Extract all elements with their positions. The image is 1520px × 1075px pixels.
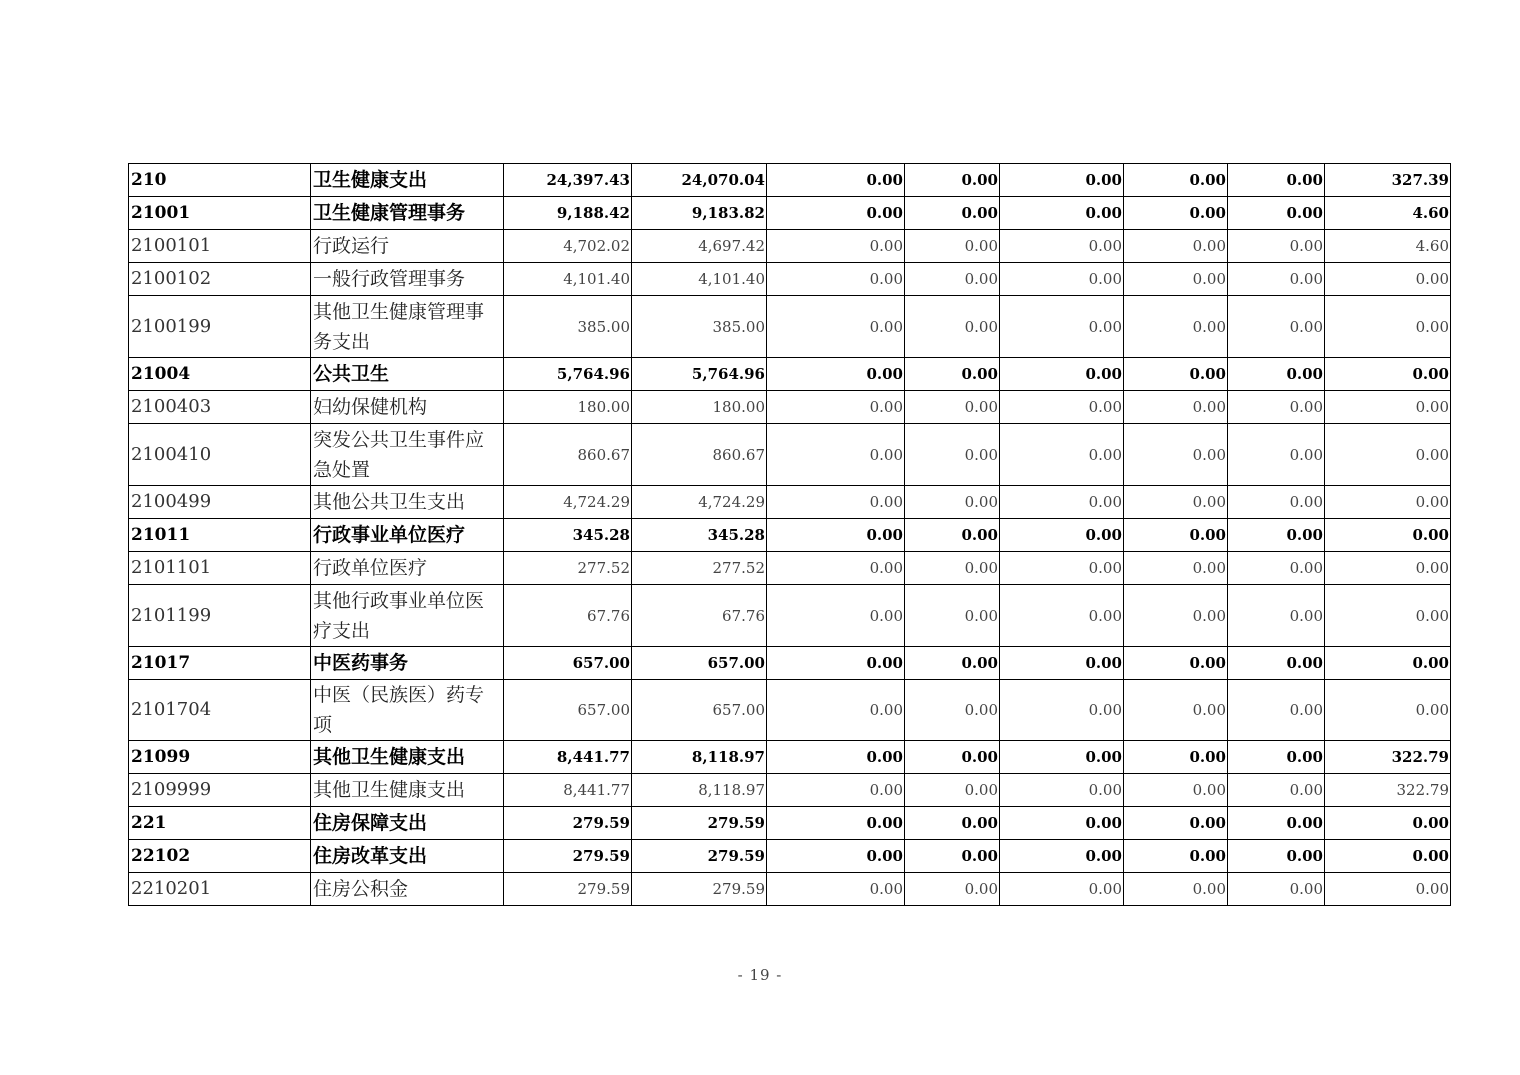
- subject-code-cell: 21017: [129, 647, 311, 680]
- amount-cell: 0.00: [1000, 197, 1124, 230]
- amount-cell: 0.00: [1000, 552, 1124, 585]
- amount-cell: 0.00: [905, 585, 1000, 647]
- amount-cell: 0.00: [1325, 358, 1451, 391]
- amount-cell: 0.00: [1124, 296, 1228, 358]
- amount-cell: 0.00: [767, 741, 905, 774]
- amount-cell: 279.59: [632, 840, 767, 873]
- amount-cell: 0.00: [767, 873, 905, 906]
- amount-cell: 657.00: [504, 680, 632, 741]
- amount-cell: 0.00: [1325, 807, 1451, 840]
- amount-cell: 0.00: [1228, 391, 1325, 424]
- subject-name-cell: 中医（民族医）药专项: [311, 680, 504, 741]
- amount-cell: 0.00: [1228, 741, 1325, 774]
- subject-code-cell: 2100101: [129, 230, 311, 263]
- amount-cell: 860.67: [504, 424, 632, 486]
- amount-cell: 0.00: [1124, 164, 1228, 197]
- amount-cell: 0.00: [1124, 230, 1228, 263]
- subject-code-cell: 221: [129, 807, 311, 840]
- amount-cell: 0.00: [767, 807, 905, 840]
- amount-cell: 0.00: [1000, 391, 1124, 424]
- amount-cell: 0.00: [767, 296, 905, 358]
- subject-code-cell: 2100403: [129, 391, 311, 424]
- amount-cell: 0.00: [1000, 230, 1124, 263]
- subject-code-cell: 2100499: [129, 486, 311, 519]
- table-summary-row: [129, 519, 1451, 552]
- amount-cell: 9,188.42: [504, 197, 632, 230]
- amount-cell: 0.00: [1228, 263, 1325, 296]
- amount-cell: 279.59: [504, 807, 632, 840]
- subject-name-cell: 突发公共卫生事件应急处置: [311, 424, 504, 486]
- amount-cell: 5,764.96: [504, 358, 632, 391]
- amount-cell: 0.00: [1325, 296, 1451, 358]
- amount-cell: 4.60: [1325, 230, 1451, 263]
- amount-cell: 322.79: [1325, 741, 1451, 774]
- amount-cell: 0.00: [767, 552, 905, 585]
- amount-cell: 0.00: [1124, 424, 1228, 486]
- amount-cell: 0.00: [1000, 164, 1124, 197]
- amount-cell: 0.00: [905, 358, 1000, 391]
- amount-cell: 385.00: [504, 296, 632, 358]
- amount-cell: 5,764.96: [632, 358, 767, 391]
- amount-cell: 0.00: [767, 680, 905, 741]
- amount-cell: 0.00: [905, 164, 1000, 197]
- subject-code-cell: 2100199: [129, 296, 311, 358]
- amount-cell: 0.00: [905, 774, 1000, 807]
- table-row: [129, 774, 1451, 807]
- amount-cell: 8,118.97: [632, 741, 767, 774]
- amount-cell: 345.28: [632, 519, 767, 552]
- amount-cell: 0.00: [1000, 486, 1124, 519]
- amount-cell: 4.60: [1325, 197, 1451, 230]
- amount-cell: 0.00: [1124, 741, 1228, 774]
- amount-cell: 0.00: [905, 486, 1000, 519]
- amount-cell: 4,697.42: [632, 230, 767, 263]
- amount-cell: 0.00: [905, 197, 1000, 230]
- subject-name-cell: 其他卫生健康管理事务支出: [311, 296, 504, 358]
- amount-cell: 67.76: [504, 585, 632, 647]
- table-row: [129, 230, 1451, 263]
- amount-cell: 0.00: [1228, 585, 1325, 647]
- amount-cell: 0.00: [1228, 774, 1325, 807]
- amount-cell: 4,724.29: [504, 486, 632, 519]
- subject-name-cell: 卫生健康支出: [311, 164, 504, 197]
- amount-cell: 0.00: [1325, 391, 1451, 424]
- amount-cell: 322.79: [1325, 774, 1451, 807]
- table-row: [129, 552, 1451, 585]
- amount-cell: 0.00: [1000, 741, 1124, 774]
- table-row: [129, 391, 1451, 424]
- amount-cell: 0.00: [1124, 197, 1228, 230]
- subject-name-cell: 其他行政事业单位医疗支出: [311, 585, 504, 647]
- amount-cell: 8,441.77: [504, 741, 632, 774]
- subject-code-cell: 2109999: [129, 774, 311, 807]
- amount-cell: 279.59: [504, 840, 632, 873]
- table-summary-row: [129, 197, 1451, 230]
- amount-cell: 0.00: [767, 424, 905, 486]
- amount-cell: 0.00: [1124, 774, 1228, 807]
- amount-cell: 0.00: [767, 263, 905, 296]
- amount-cell: 657.00: [632, 647, 767, 680]
- amount-cell: 0.00: [1124, 391, 1228, 424]
- amount-cell: 0.00: [905, 741, 1000, 774]
- amount-cell: 0.00: [905, 647, 1000, 680]
- amount-cell: 0.00: [1325, 263, 1451, 296]
- amount-cell: 0.00: [905, 680, 1000, 741]
- amount-cell: 0.00: [767, 647, 905, 680]
- amount-cell: 0.00: [767, 358, 905, 391]
- amount-cell: 0.00: [1228, 197, 1325, 230]
- amount-cell: 4,101.40: [632, 263, 767, 296]
- table-row: [129, 486, 1451, 519]
- amount-cell: 277.52: [504, 552, 632, 585]
- subject-code-cell: 21004: [129, 358, 311, 391]
- amount-cell: 0.00: [1000, 873, 1124, 906]
- amount-cell: 9,183.82: [632, 197, 767, 230]
- subject-name-cell: 中医药事务: [311, 647, 504, 680]
- amount-cell: 0.00: [1124, 680, 1228, 741]
- subject-code-cell: 2210201: [129, 873, 311, 906]
- amount-cell: 0.00: [905, 519, 1000, 552]
- amount-cell: 0.00: [1228, 358, 1325, 391]
- subject-code-cell: 2101199: [129, 585, 311, 647]
- amount-cell: 0.00: [1228, 424, 1325, 486]
- amount-cell: 0.00: [1228, 552, 1325, 585]
- amount-cell: 0.00: [1000, 519, 1124, 552]
- amount-cell: 4,101.40: [504, 263, 632, 296]
- table-row: [129, 296, 1451, 358]
- amount-cell: 0.00: [767, 486, 905, 519]
- table-row: [129, 680, 1451, 741]
- subject-name-cell: 其他卫生健康支出: [311, 774, 504, 807]
- subject-name-cell: 妇幼保健机构: [311, 391, 504, 424]
- amount-cell: 4,724.29: [632, 486, 767, 519]
- subject-name-cell: 其他公共卫生支出: [311, 486, 504, 519]
- amount-cell: 0.00: [767, 230, 905, 263]
- table-row: [129, 873, 1451, 906]
- amount-cell: 279.59: [504, 873, 632, 906]
- budget-table: [128, 163, 1451, 906]
- amount-cell: 0.00: [905, 552, 1000, 585]
- amount-cell: 0.00: [1325, 424, 1451, 486]
- table-summary-row: [129, 807, 1451, 840]
- amount-cell: 0.00: [905, 807, 1000, 840]
- table-summary-row: [129, 647, 1451, 680]
- subject-name-cell: 行政运行: [311, 230, 504, 263]
- table-summary-row: [129, 164, 1451, 197]
- amount-cell: 0.00: [1000, 680, 1124, 741]
- amount-cell: 0.00: [1228, 873, 1325, 906]
- subject-code-cell: 2100102: [129, 263, 311, 296]
- table-summary-row: [129, 358, 1451, 391]
- subject-name-cell: 一般行政管理事务: [311, 263, 504, 296]
- page-number: - 19 -: [737, 966, 783, 984]
- amount-cell: 0.00: [1000, 424, 1124, 486]
- amount-cell: 0.00: [1124, 358, 1228, 391]
- amount-cell: 0.00: [1124, 263, 1228, 296]
- amount-cell: 277.52: [632, 552, 767, 585]
- amount-cell: 0.00: [1000, 807, 1124, 840]
- subject-code-cell: 2101101: [129, 552, 311, 585]
- amount-cell: 0.00: [767, 164, 905, 197]
- amount-cell: 0.00: [1325, 486, 1451, 519]
- amount-cell: 0.00: [1000, 296, 1124, 358]
- subject-code-cell: 22102: [129, 840, 311, 873]
- amount-cell: 0.00: [1228, 807, 1325, 840]
- amount-cell: 0.00: [1228, 680, 1325, 741]
- amount-cell: 279.59: [632, 807, 767, 840]
- amount-cell: 0.00: [1325, 519, 1451, 552]
- amount-cell: 67.76: [632, 585, 767, 647]
- amount-cell: 0.00: [767, 585, 905, 647]
- amount-cell: 0.00: [1124, 840, 1228, 873]
- table-summary-row: [129, 840, 1451, 873]
- subject-code-cell: 21001: [129, 197, 311, 230]
- amount-cell: 0.00: [1124, 552, 1228, 585]
- amount-cell: 345.28: [504, 519, 632, 552]
- amount-cell: 8,118.97: [632, 774, 767, 807]
- subject-code-cell: 21011: [129, 519, 311, 552]
- amount-cell: 0.00: [1000, 263, 1124, 296]
- amount-cell: 657.00: [504, 647, 632, 680]
- subject-name-cell: 其他卫生健康支出: [311, 741, 504, 774]
- amount-cell: 0.00: [905, 296, 1000, 358]
- amount-cell: 0.00: [1124, 807, 1228, 840]
- budget-table-body: [129, 164, 1451, 906]
- amount-cell: 0.00: [1228, 647, 1325, 680]
- amount-cell: 180.00: [632, 391, 767, 424]
- subject-name-cell: 行政事业单位医疗: [311, 519, 504, 552]
- subject-name-cell: 住房保障支出: [311, 807, 504, 840]
- table-row: [129, 424, 1451, 486]
- subject-code-cell: 2100410: [129, 424, 311, 486]
- amount-cell: 0.00: [905, 840, 1000, 873]
- amount-cell: 0.00: [1325, 840, 1451, 873]
- amount-cell: 0.00: [767, 391, 905, 424]
- subject-name-cell: 住房公积金: [311, 873, 504, 906]
- amount-cell: 0.00: [767, 519, 905, 552]
- subject-name-cell: 住房改革支出: [311, 840, 504, 873]
- amount-cell: 0.00: [1228, 486, 1325, 519]
- amount-cell: 0.00: [1228, 519, 1325, 552]
- amount-cell: 657.00: [632, 680, 767, 741]
- table-row: [129, 263, 1451, 296]
- amount-cell: 0.00: [905, 424, 1000, 486]
- amount-cell: 860.67: [632, 424, 767, 486]
- table-summary-row: [129, 741, 1451, 774]
- subject-code-cell: 21099: [129, 741, 311, 774]
- subject-code-cell: 2101704: [129, 680, 311, 741]
- amount-cell: 24,070.04: [632, 164, 767, 197]
- subject-code-cell: 210: [129, 164, 311, 197]
- amount-cell: 0.00: [1228, 840, 1325, 873]
- amount-cell: 0.00: [1000, 358, 1124, 391]
- amount-cell: 0.00: [1000, 647, 1124, 680]
- amount-cell: 0.00: [767, 197, 905, 230]
- amount-cell: 279.59: [632, 873, 767, 906]
- amount-cell: 24,397.43: [504, 164, 632, 197]
- amount-cell: 0.00: [1325, 680, 1451, 741]
- amount-cell: 385.00: [632, 296, 767, 358]
- amount-cell: 0.00: [1325, 873, 1451, 906]
- amount-cell: 0.00: [1228, 296, 1325, 358]
- amount-cell: 0.00: [905, 391, 1000, 424]
- amount-cell: 8,441.77: [504, 774, 632, 807]
- amount-cell: 0.00: [1124, 647, 1228, 680]
- amount-cell: 0.00: [1124, 486, 1228, 519]
- amount-cell: 0.00: [1228, 164, 1325, 197]
- amount-cell: 180.00: [504, 391, 632, 424]
- amount-cell: 0.00: [1124, 519, 1228, 552]
- table-row: [129, 585, 1451, 647]
- amount-cell: 0.00: [905, 873, 1000, 906]
- amount-cell: 0.00: [1000, 840, 1124, 873]
- amount-cell: 0.00: [1325, 647, 1451, 680]
- subject-name-cell: 行政单位医疗: [311, 552, 504, 585]
- amount-cell: 0.00: [1228, 230, 1325, 263]
- amount-cell: 0.00: [1000, 585, 1124, 647]
- amount-cell: 0.00: [1000, 774, 1124, 807]
- amount-cell: 0.00: [1325, 552, 1451, 585]
- amount-cell: 0.00: [905, 230, 1000, 263]
- amount-cell: 0.00: [1124, 873, 1228, 906]
- amount-cell: 0.00: [767, 840, 905, 873]
- subject-name-cell: 公共卫生: [311, 358, 504, 391]
- amount-cell: 327.39: [1325, 164, 1451, 197]
- subject-name-cell: 卫生健康管理事务: [311, 197, 504, 230]
- amount-cell: 0.00: [1124, 585, 1228, 647]
- amount-cell: 0.00: [1325, 585, 1451, 647]
- amount-cell: 0.00: [905, 263, 1000, 296]
- amount-cell: 0.00: [767, 774, 905, 807]
- amount-cell: 4,702.02: [504, 230, 632, 263]
